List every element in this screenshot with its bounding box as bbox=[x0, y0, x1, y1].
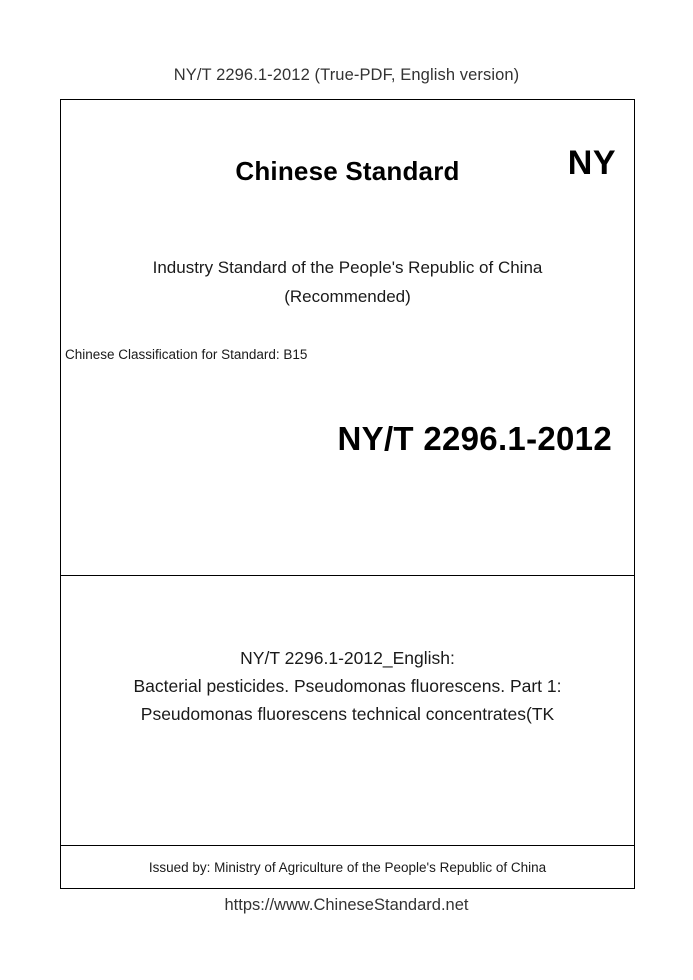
title-line: NY/T 2296.1-2012_English: bbox=[240, 648, 455, 668]
standard-number: NY/T 2296.1-2012 bbox=[337, 420, 612, 457]
standard-cover-frame bbox=[60, 99, 635, 889]
classification-code: Chinese Classification for Standard: B15 bbox=[65, 347, 308, 362]
cover-title-section bbox=[61, 576, 634, 846]
standard-title: Chinese Standard bbox=[235, 156, 460, 186]
cover-issuer-section bbox=[61, 846, 634, 888]
cover-upper-section bbox=[61, 100, 634, 576]
site-url-link[interactable]: https://www.ChineseStandard.net bbox=[224, 896, 469, 914]
industry-standard-line-2: (Recommended) bbox=[284, 287, 411, 306]
title-line: Pseudomonas fluorescens technical concentrates(TK bbox=[140, 704, 555, 724]
standard-english-title bbox=[61, 644, 634, 728]
page-top-caption: NY/T 2296.1-2012 (True-PDF, English version) bbox=[173, 66, 520, 84]
issued-by-text: Issued by: Ministry of Agriculture of the People's Republic of China bbox=[148, 859, 547, 875]
industry-standard-line-1: Industry Standard of the People's Republic of China bbox=[152, 258, 543, 277]
title-line: Bacterial pesticides. Pseudomonas fluorescens. Part 1: bbox=[133, 676, 562, 696]
standard-mark-ny: NY bbox=[567, 144, 616, 182]
